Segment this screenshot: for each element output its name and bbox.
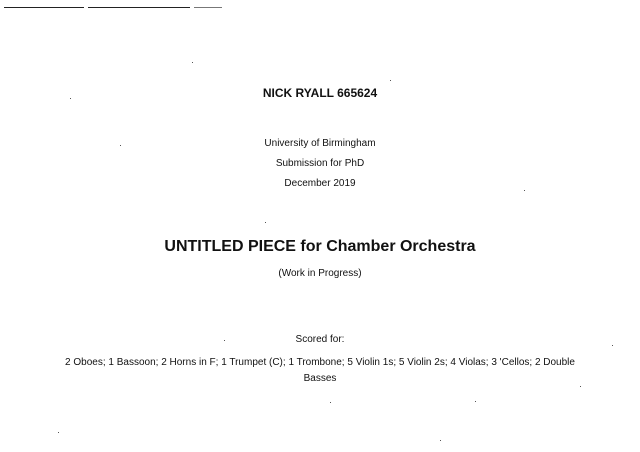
piece-title: UNTITLED PIECE for Chamber Orchestra: [164, 238, 476, 255]
scan-artifact-line: [194, 7, 222, 8]
scan-speck: [612, 345, 613, 346]
submission-purpose: Submission for PhD: [275, 158, 365, 169]
scan-speck: [192, 62, 193, 63]
institution: University of Birmingham: [264, 138, 376, 149]
work-status: (Work in Progress): [278, 268, 362, 279]
author-name: NICK RYALL 665624: [262, 86, 378, 100]
scan-speck: [58, 432, 59, 433]
scan-speck: [390, 80, 391, 81]
scan-speck: [524, 190, 525, 191]
instrumentation-list: 2 Oboes; 1 Bassoon; 2 Horns in F; 1 Trumpet (C); 1 Trombone; 5 Violin 1s; 5 Violin 2s; 4 Violas; 3 'Cellos; 2 Double Basses: [65, 357, 575, 384]
scoring-heading: Scored for:: [295, 334, 345, 345]
scan-artifact-line: [4, 7, 84, 8]
scan-speck: [475, 401, 476, 402]
scan-speck: [330, 402, 331, 403]
scan-speck: [440, 440, 441, 441]
scan-speck: [265, 222, 266, 223]
scan-speck: [120, 145, 121, 146]
submission-date: December 2019: [284, 178, 356, 189]
scan-artifact-line: [88, 7, 190, 8]
scan-speck: [70, 98, 71, 99]
